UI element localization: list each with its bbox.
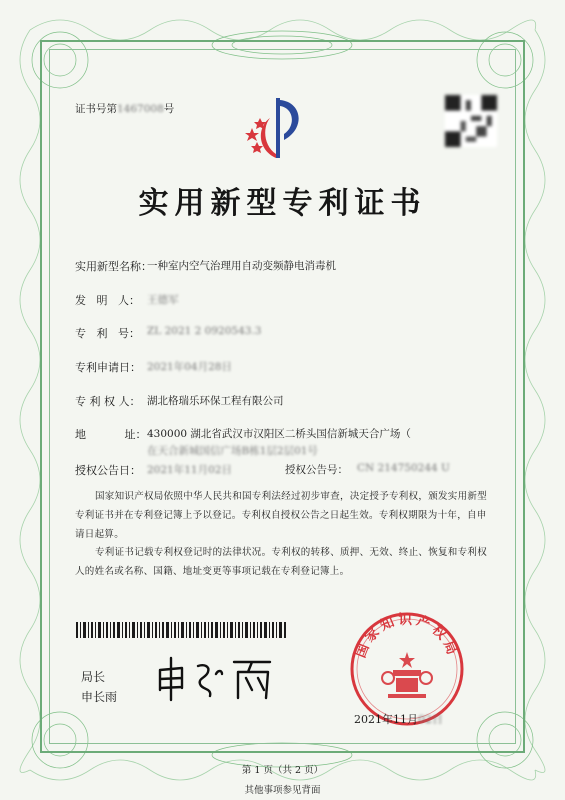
address-line2: 在天合新城国信广场B栋1层2层01号 [147,445,318,457]
body-paragraph-2 [75,543,495,581]
seal-text: 国家知识产权局 [352,611,462,661]
cnipa-logo [240,88,320,168]
issue-date [354,711,443,727]
inventor-label: 发 明 人： [75,294,140,307]
qr-code [445,95,497,147]
address-label: 地 址： [75,428,147,441]
grant-no-value: CN 214750244 U [357,462,450,474]
director-title: 局长 [81,670,106,684]
body-paragraph-1 [75,487,495,544]
grant-no-label: 授权公告号： [285,464,348,476]
issue-date-day: 02日 [418,713,443,726]
grant-date-value: 2021年11月02日 [147,464,232,476]
svg-text:国家知识产权局 [352,611,461,660]
issue-date-year-month: 2021年11月 [354,713,418,726]
certificate-number [75,101,174,116]
cert-no-value: 1467008 [117,103,164,115]
footer-note: 其他事项参见背面 [244,785,321,796]
cert-no-suffix: 号 [163,103,175,115]
utility-model-name-value: 一种室内空气治理用自动变频静电消毒机 [147,260,336,272]
filing-date-value: 2021年04月28日 [147,361,232,373]
page-indicator: 第 1 页（共 2 页） [241,765,324,776]
patentee-label: 专 利 权 人： [75,395,141,408]
utility-model-name-label: 实用新型名称： [75,260,152,273]
barcode [76,622,286,638]
body-paragraph-1-text: 国家知识产权局依照中华人民共和国专利法经过初步审查，决定授予专利权，颁发实用新型专利证书并在专利登记簿上予以登记。专利权自授权公告之日起生效。专利权期限为十年，自申请日起算。 [75,491,488,540]
cert-no-label: 证书号第 [75,103,117,115]
inventor-value: 王德军 [147,294,179,306]
address-line1: 430000 湖北省武汉市汉阳区二桥头国信新城天合广场（ [147,428,411,440]
filing-date-label: 专利申请日： [75,361,141,374]
director-name: 申长雨 [81,690,118,704]
grant-date-label: 授权公告日： [75,464,141,477]
director-signature [152,652,280,704]
patentee-value: 湖北格瑞乐环保工程有限公司 [147,395,284,407]
patent-no-value: ZL 2021 2 0920543.3 [147,325,262,337]
body-paragraph-2-text: 专利证书记载专利权登记时的法律状况。专利权的转移、质押、无效、终止、恢复和专利权人的姓名或名称、国籍、地址变更等事项记载在专利登记簿上。 [75,547,488,577]
patent-no-label: 专 利 号： [75,327,140,340]
certificate-title: 实用新型专利证书 [138,186,427,221]
